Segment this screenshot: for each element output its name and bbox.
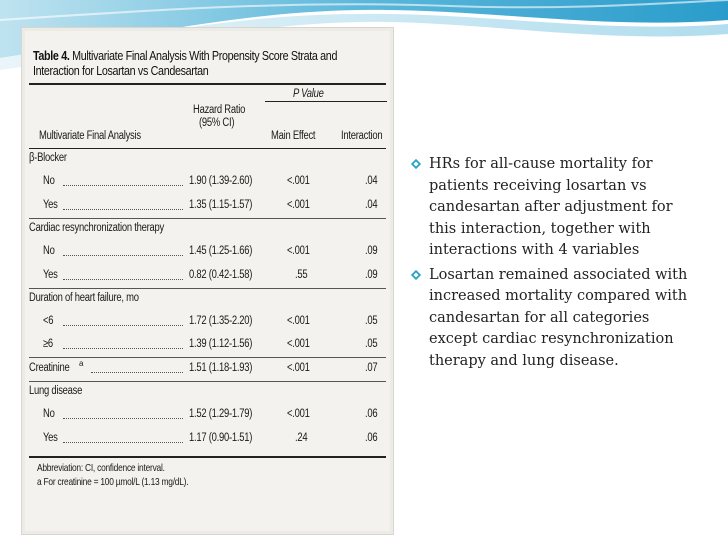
- row-label: ≥6: [43, 338, 53, 351]
- row-label: No: [43, 245, 55, 258]
- footnote-abbreviation: Abbreviation: CI, confidence interval.: [37, 462, 165, 474]
- table-row: [29, 358, 389, 381]
- table-row: [29, 152, 389, 171]
- footnote-marker: a: [79, 358, 84, 368]
- table-header-rule: [29, 148, 386, 149]
- hazard-ratio-value: 1.45 (1.25-1.66): [189, 245, 253, 258]
- interaction-value: .04: [365, 175, 378, 188]
- bullet-item: [412, 154, 702, 262]
- table-row: [29, 292, 389, 311]
- table-bottom-rule: [29, 456, 386, 458]
- group-divider: [29, 381, 386, 382]
- bullet-list: [412, 154, 702, 375]
- hazard-ratio-value: 1.17 (0.90-1.51): [189, 431, 253, 444]
- p-value-underline: [265, 101, 387, 102]
- header-main-effect: Main Effect: [271, 130, 316, 142]
- row-label: Cardiac resynchronization therapy: [29, 221, 164, 234]
- main-effect-value: <.001: [287, 361, 310, 374]
- row-label: Lung disease: [29, 385, 83, 397]
- bullet-text: Losartan remained associated with increased mortality compared with candesartan for all categories except cardiac resynchronization therapy and lung disease.: [429, 266, 688, 369]
- bullet-text: HRs for all-cause mortality for patients receiving losartan vs candesartan after adjustment for this interaction, together with interactions with 4 variables: [429, 156, 673, 258]
- hazard-ratio-value: 1.35 (1.15-1.57): [189, 198, 253, 211]
- row-label: Yes: [43, 431, 58, 444]
- row-label: Duration of heart failure, mo: [29, 291, 139, 304]
- table-row: [29, 432, 389, 451]
- hazard-ratio-value: 1.51 (1.18-1.93): [189, 361, 253, 374]
- leader-dots: [63, 325, 183, 326]
- bullet-item: [412, 265, 702, 373]
- leader-dots: [91, 372, 183, 373]
- interaction-value: .05: [365, 315, 378, 328]
- row-label: No: [43, 408, 55, 421]
- table-top-rule: [29, 83, 386, 85]
- row-label: Yes: [43, 268, 58, 281]
- interaction-value: .09: [365, 245, 378, 258]
- scanned-table-image: [21, 27, 394, 535]
- table-row: [29, 269, 389, 288]
- table-row: [29, 222, 389, 241]
- table-row: [29, 245, 389, 264]
- main-effect-value: .55: [295, 268, 308, 281]
- leader-dots: [63, 209, 183, 210]
- main-effect-value: <.001: [287, 198, 310, 211]
- interaction-value: .06: [365, 408, 378, 421]
- hazard-ratio-value: 1.52 (1.29-1.79): [189, 408, 253, 421]
- header-hazard-ratio-line2: (95% CI): [199, 117, 235, 129]
- table-row: [29, 315, 389, 334]
- row-label: No: [43, 175, 55, 188]
- leader-dots: [63, 185, 183, 186]
- header-hazard-ratio-line1: Hazard Ratio: [193, 104, 246, 116]
- header-analysis: Multivariate Final Analysis: [39, 130, 141, 142]
- footnote-creatinine: a For creatinine = 100 µmol/L (1.13 mg/dL).: [37, 476, 189, 488]
- header-interaction: Interaction: [341, 130, 383, 142]
- table-row: [29, 338, 389, 357]
- interaction-value: .09: [365, 268, 378, 281]
- leader-dots: [63, 348, 183, 349]
- hazard-ratio-value: 1.72 (1.35-2.20): [189, 315, 253, 328]
- interaction-value: .07: [365, 361, 378, 374]
- row-label: Creatinine: [29, 361, 70, 374]
- interaction-value: .05: [365, 338, 378, 351]
- main-effect-value: .24: [295, 431, 308, 444]
- header-p-value: P Value: [293, 88, 324, 100]
- main-effect-value: <.001: [287, 245, 310, 258]
- table-caption-label: Table 4.: [33, 49, 70, 63]
- diamond-bullet-icon: [411, 159, 421, 169]
- leader-dots: [63, 418, 183, 419]
- main-effect-value: <.001: [287, 315, 310, 328]
- table-row: [29, 199, 389, 218]
- group-divider: [29, 218, 386, 219]
- table-row: [29, 408, 389, 427]
- hazard-ratio-value: 1.39 (1.12-1.56): [189, 338, 253, 351]
- table-paper: [25, 31, 390, 531]
- row-label: <6: [43, 315, 54, 328]
- main-effect-value: <.001: [287, 175, 310, 188]
- hazard-ratio-value: 1.90 (1.39-2.60): [189, 175, 253, 188]
- leader-dots: [63, 255, 183, 256]
- table-row: [29, 175, 389, 194]
- group-divider: [29, 288, 386, 289]
- row-label: β-Blocker: [29, 152, 67, 164]
- diamond-bullet-icon: [411, 269, 421, 279]
- table-caption-text: Multivariate Final Analysis With Propensity Score Strata and Interaction for Losartan vs Candesartan: [33, 49, 338, 78]
- leader-dots: [63, 279, 183, 280]
- row-label: Yes: [43, 198, 58, 211]
- leader-dots: [63, 442, 183, 443]
- table-caption: [33, 49, 343, 79]
- interaction-value: .06: [365, 431, 378, 444]
- table-row: [29, 385, 389, 404]
- main-effect-value: <.001: [287, 408, 310, 421]
- hazard-ratio-value: 0.82 (0.42-1.58): [189, 268, 253, 281]
- main-effect-value: <.001: [287, 338, 310, 351]
- interaction-value: .04: [365, 198, 378, 211]
